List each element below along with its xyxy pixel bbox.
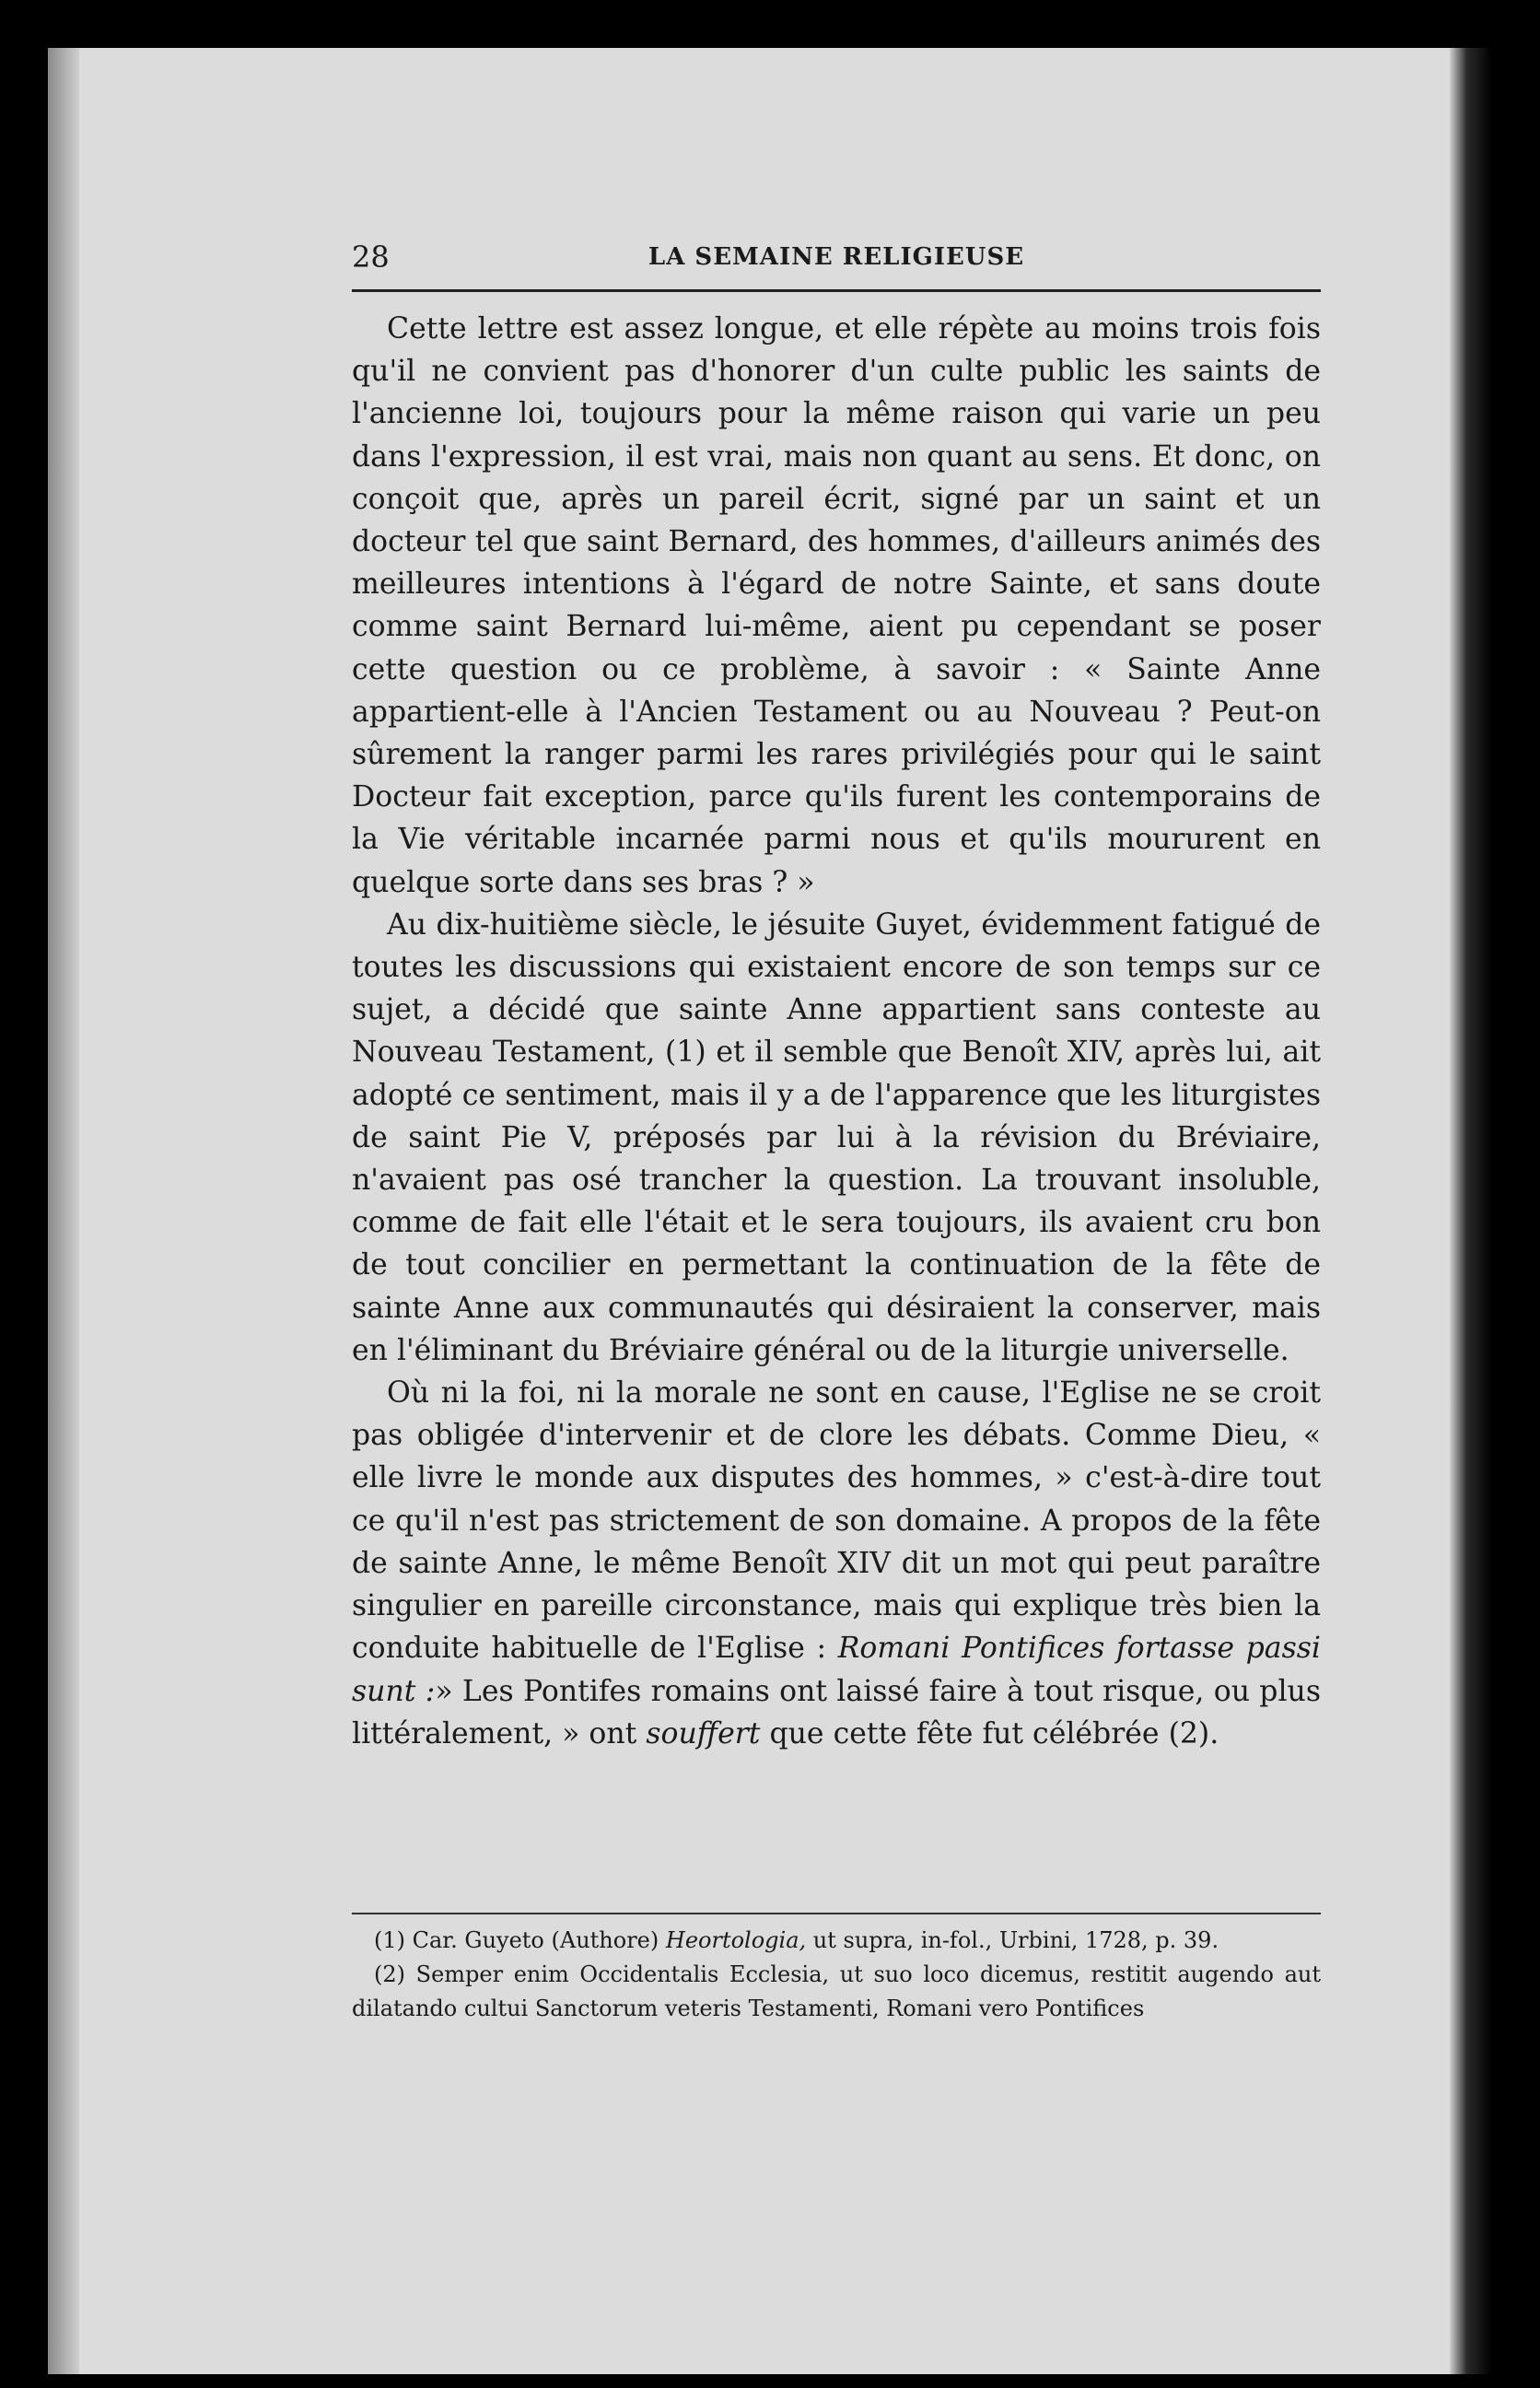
page-number: 28 — [352, 240, 390, 275]
paragraph-3-part-b: » Les Pontifes romains ont laissé faire à tout risque, ou plus littéralement, » ont — [352, 1674, 1321, 1750]
scan-border-top — [0, 0, 1540, 48]
paragraph-3-part-c: que cette fête fut célébrée (2). — [769, 1716, 1219, 1750]
latin-quote: Romani Pontifices fortasse passi sunt : — [352, 1632, 1321, 1708]
footnote-1-title: Heortologia, — [665, 1927, 807, 1953]
scanned-page — [48, 48, 1492, 2374]
running-header — [352, 240, 1321, 284]
body-text — [352, 308, 1321, 1755]
footnote-rule — [352, 1913, 1321, 1914]
paragraph-3 — [352, 1372, 1321, 1755]
italic-souffert: souffert — [646, 1716, 761, 1750]
paragraph-1: Cette lettre est assez longue, et elle répète au moins trois fois qu'il ne convient pas d'honorer d'un culte public les saints de l'ancienne loi, toujours pour la même raison qui varie un peu dans l'expression, il est vrai, mais non quant au sens. Et donc, on conçoit que, après un pareil écrit, signé par un saint et un docteur tel que saint Bernard, des hommes, d'ailleurs animés des meilleures intentions à l'égard de notre Sainte, et sans doute comme saint Bernard lui-même, aient pu cependant se poser cette question ou ce problème, à savoir : « Sainte Anne appartient-elle à l'Ancien Testament ou au Nouveau ? Peut-on sûrement la ranger parmi les rares privilégiés pour qui le saint Docteur fait exception, parce qu'ils furent les contemporains de la Vie véritable incarnée parmi nous et qu'ils moururent en quelque sorte dans ses bras ? » — [352, 312, 1321, 899]
header-rule — [352, 289, 1321, 292]
footnote-1 — [352, 1924, 1321, 1958]
page-edge-shadow — [1450, 48, 1492, 2374]
paragraph-2: Au dix-huitième siècle, le jésuite Guyet, évidemment fatigué de toutes les discussions qui existaient encore de son temps sur ce sujet, a décidé que sainte Anne appartient sans conteste au Nouveau Testament, (1) et il semble que Benoît XIV, après lui, ait adopté ce sentiment, mais il y a de l'apparence que les liturgistes de saint Pie V, préposés par lui à la révision du Bréviaire, n'avaient pas osé trancher la question. La trouvant insoluble, comme de fait elle l'était et le sera toujours, ils avaient cru bon de tout concilier en permettant la continuation de la fête de sainte Anne aux communautés qui désiraient la conserver, mais en l'éliminant du Bréviaire général ou de la liturgie universelle. — [352, 907, 1321, 1367]
running-title: LA SEMAINE RELIGIEUSE — [648, 243, 1025, 271]
page-gutter-shadow — [48, 48, 79, 2374]
footnotes — [352, 1924, 1321, 2026]
paragraph-3-part-a: Où ni la foi, ni la morale ne sont en cause, l'Eglise ne se croit pas obligée d'intervenir et de clore les débats. Comme Dieu, « elle livre le monde aux disputes des hommes, » c'est-à-dire tout ce qu'il n'est pas strictement de son domaine. A propos de la fête de sainte Anne, le même Benoît XIV dit un mot qui peut paraître singulier en pareille circonstance, mais qui explique très bien la conduite habituelle de l'Eglise : — [352, 1376, 1321, 1666]
footnote-1-details: ut supra, in-fol., Urbini, 1728, p. 39. — [812, 1927, 1219, 1953]
footnote-1-author: (1) Car. Guyeto (Authore) — [374, 1927, 659, 1953]
footnote-2: (2) Semper enim Occidentalis Ecclesia, ut suo loco dicemus, restitit augendo aut dilatando cultui Sanctorum veteris Testamenti, Romani vero Pontifices — [352, 1961, 1321, 2021]
